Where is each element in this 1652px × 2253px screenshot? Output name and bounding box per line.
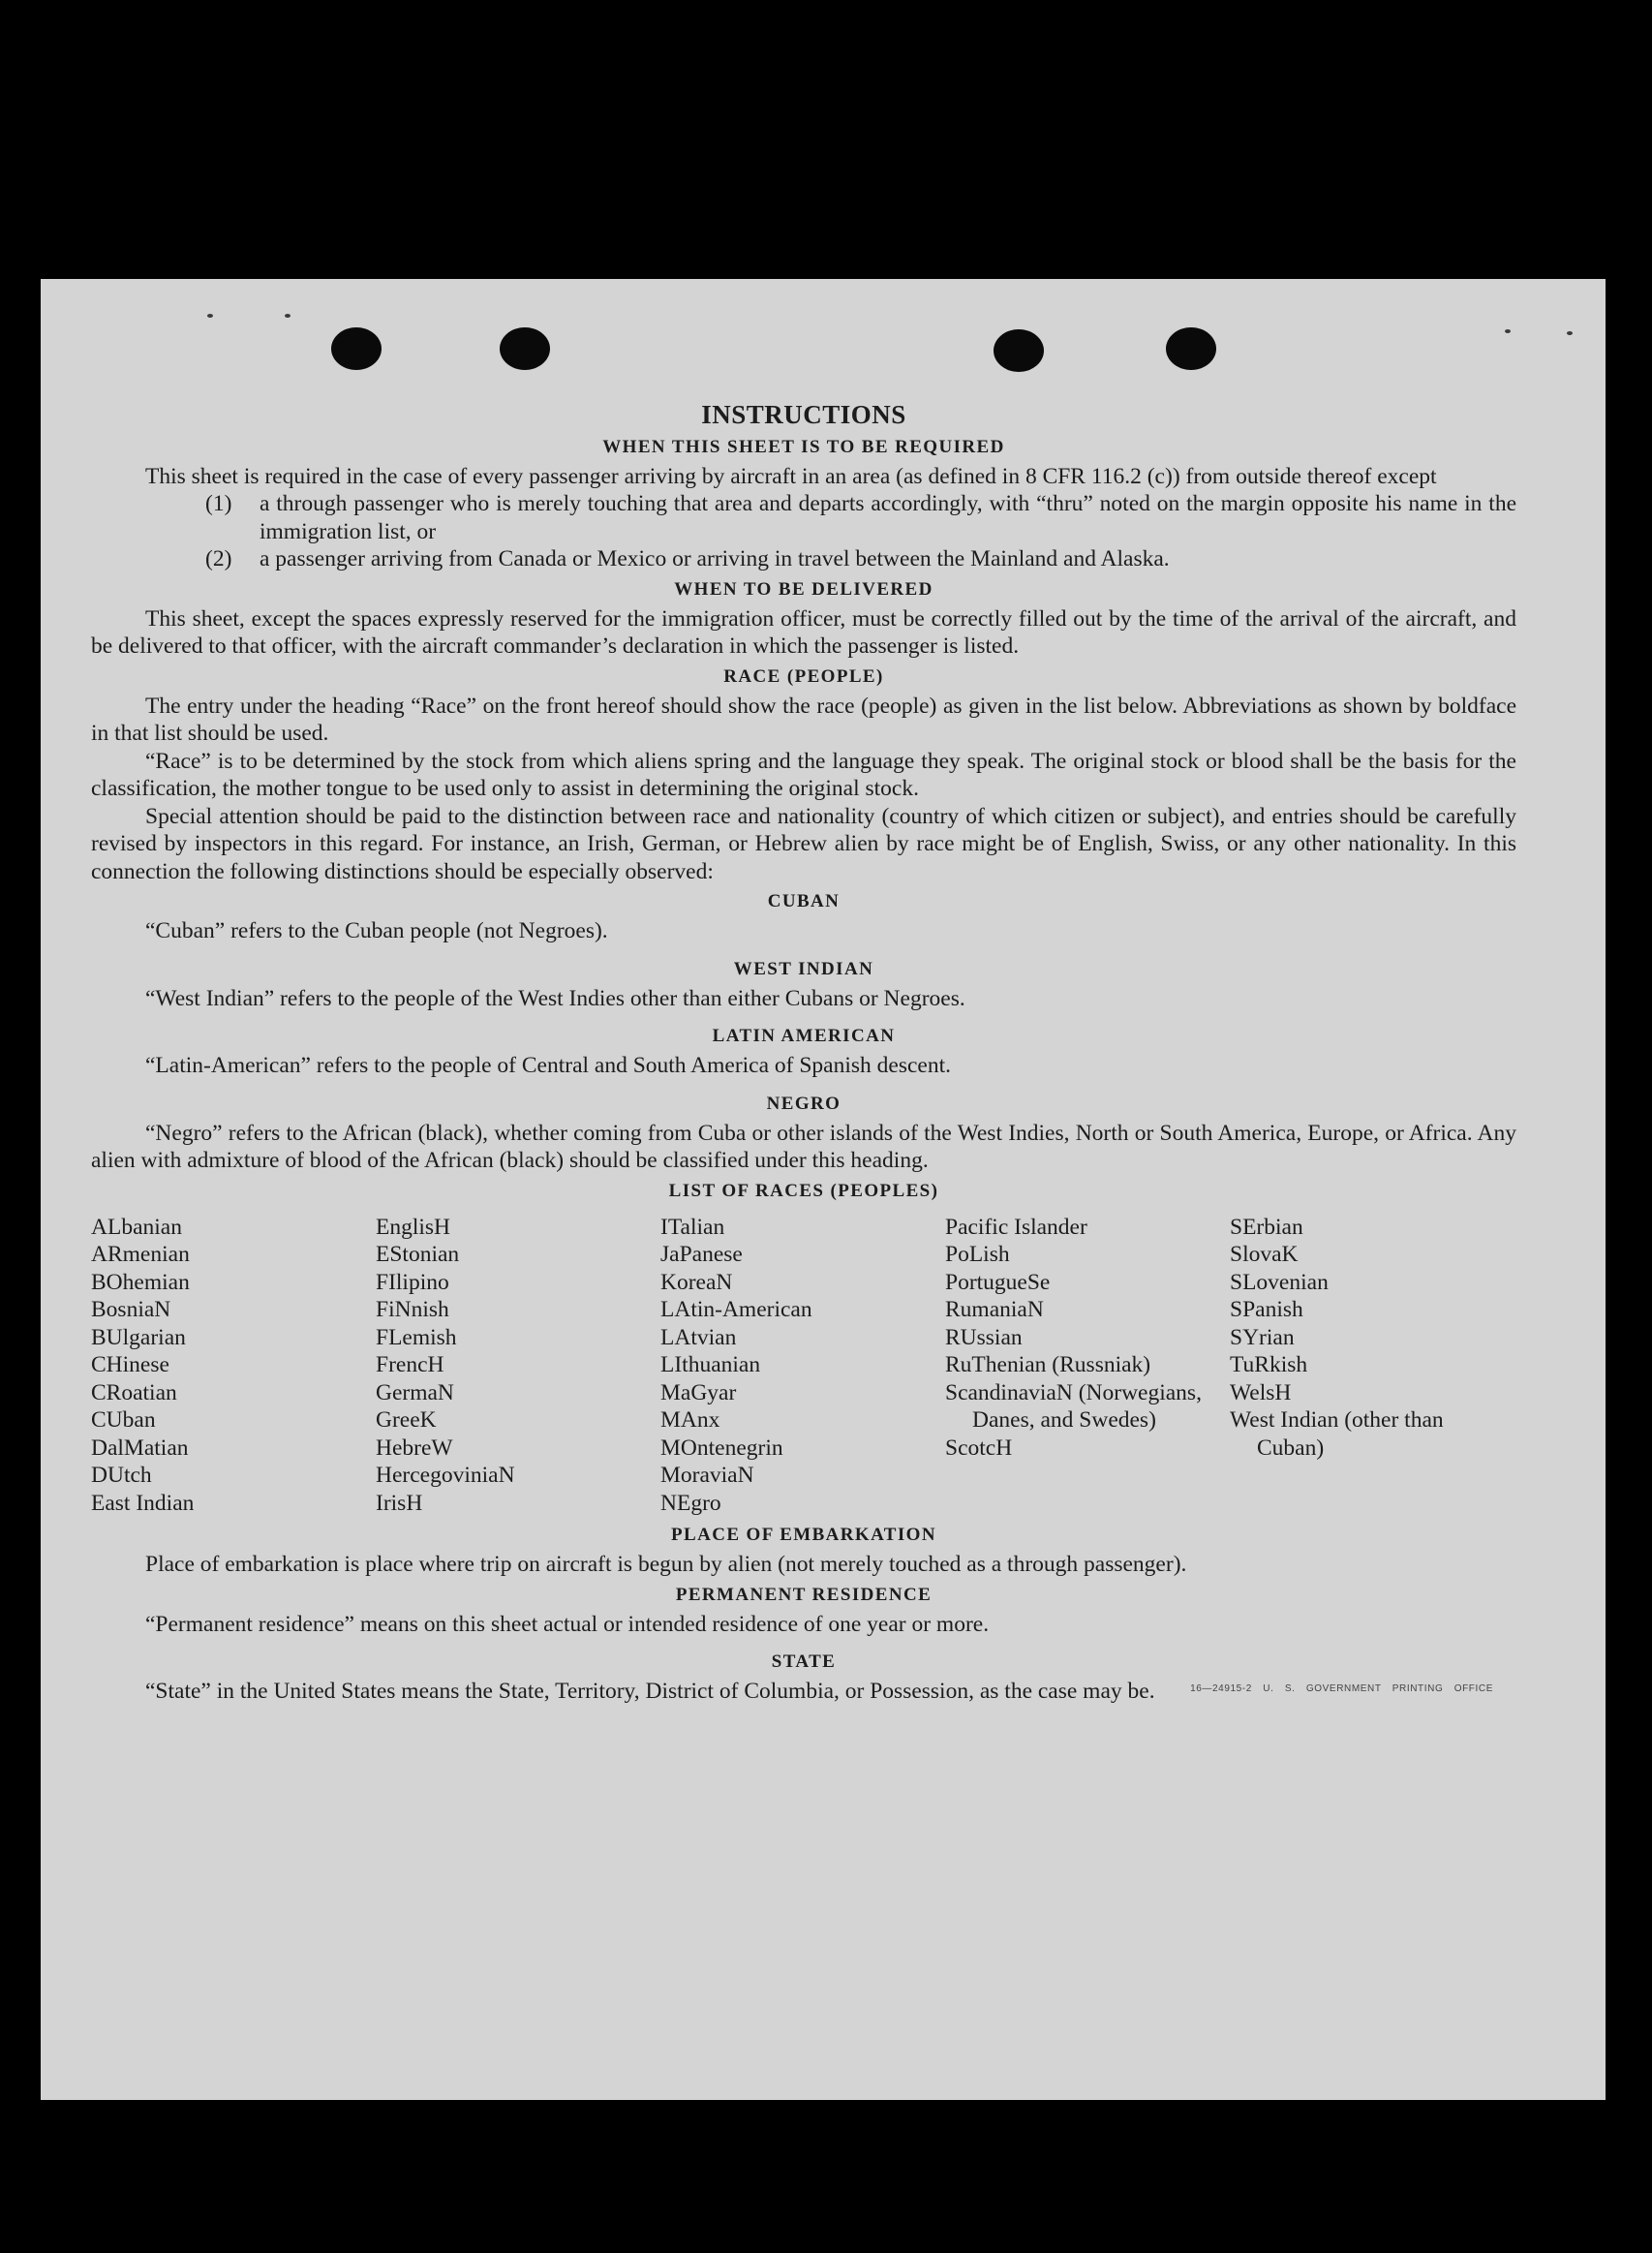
paragraph-race-2: “Race” is to be determined by the stock from which aliens spring and the language they speak. The original stock or blood shall be the basis for the classification, the mother tongue to be used only to assist in determining the original stock. — [91, 748, 1516, 801]
printer-imprint — [1190, 1676, 1493, 1704]
race-item: CUban — [91, 1407, 156, 1433]
speck — [1567, 331, 1573, 335]
races-list — [91, 1214, 1516, 1518]
speck — [207, 314, 213, 318]
race-item: IrisH — [376, 1490, 423, 1516]
race-item: West Indian (other than Cuban) — [1230, 1407, 1444, 1461]
section-heading-races-list: LIST OF RACES (PEOPLES) — [668, 1180, 939, 1201]
race-item: DalMatian — [91, 1435, 189, 1461]
race-item: MaGyar — [660, 1379, 737, 1405]
race-item: KoreaN — [660, 1269, 733, 1295]
race-item: PoLish — [945, 1242, 1010, 1267]
race-item: BOhemian — [91, 1269, 190, 1295]
race-item: WelsH — [1230, 1379, 1292, 1405]
race-item: LIthuanian — [660, 1352, 761, 1377]
section-heading-delivered: WHEN TO BE DELIVERED — [674, 578, 933, 600]
race-item: ALbanian — [91, 1214, 182, 1240]
section-heading-race: RACE (PEOPLE) — [723, 665, 884, 687]
race-item: EnglisH — [376, 1214, 451, 1240]
paragraph-residence: “Permanent residence” means on this sheet actual or intended residence of one year or more. — [145, 1611, 990, 1637]
punch-hole — [331, 327, 382, 370]
paragraph-negro: “Negro” refers to the African (black), whether coming from Cuba or other islands of the West Indies, North or South America, Europe, or Africa. Any alien with admixture of blood of the African (black) should be classified under this heading. — [91, 1120, 1516, 1173]
speck — [285, 314, 291, 318]
paragraph-west-indian: “West Indian” refers to the people of the West Indies other than either Cubans or Negroes. — [145, 985, 965, 1011]
race-item: FiNnish — [376, 1297, 449, 1322]
race-item: FLemish — [376, 1324, 457, 1350]
race-item: CRoatian — [91, 1379, 177, 1405]
section-heading-latin-american: LATIN AMERICAN — [712, 1026, 896, 1046]
race-item: FIlipino — [376, 1269, 449, 1295]
race-item: HebreW — [376, 1435, 453, 1461]
race-item: SPanish — [1230, 1297, 1303, 1322]
race-item: RUssian — [945, 1324, 1023, 1350]
section-heading-state: STATE — [771, 1651, 837, 1672]
race-item: ScotcH — [945, 1435, 1013, 1461]
race-column — [945, 1214, 1230, 1518]
race-item: GermaN — [376, 1379, 454, 1405]
race-item: RuThenian (Russniak) — [945, 1352, 1151, 1377]
race-item: ARmenian — [91, 1242, 190, 1267]
punch-hole — [994, 329, 1044, 372]
race-item: BosniaN — [91, 1297, 171, 1322]
document-sheet — [41, 279, 1606, 2100]
page-title: INSTRUCTIONS — [701, 400, 906, 429]
race-item: DUtch — [91, 1463, 152, 1488]
section-heading-residence: PERMANENT RESIDENCE — [675, 1584, 933, 1605]
speck — [1505, 329, 1511, 333]
race-item: GreeK — [376, 1407, 437, 1433]
list-item — [91, 545, 1516, 573]
race-item: EStonian — [376, 1242, 460, 1267]
section-heading-west-indian: WEST INDIAN — [733, 958, 874, 979]
section-heading-required: WHEN THIS SHEET IS TO BE REQUIRED — [602, 436, 1005, 457]
paragraph-race-1: The entry under the heading “Race” on the front hereof should show the race (people) as given in the list below. Abbreviations as shown by boldface in that list should be used. — [91, 693, 1516, 746]
race-item: TuRkish — [1230, 1352, 1308, 1377]
race-item: SErbian — [1230, 1214, 1303, 1240]
instructions-content — [91, 401, 1516, 1706]
paragraph-race-3: Special attention should be paid to the distinction between race and nationality (country of which citizen or subject), and entries should be carefully revised by inspectors in this regard. For instance, an Irish, German, or Hebrew alien by race might be of English, Swiss, or any other nationality. In this connection the following distinctions should be especially observed: — [91, 803, 1516, 884]
race-item: BUlgarian — [91, 1324, 186, 1350]
list-item-text: a through passenger who is merely touching that area and departs accordingly, with “thru” noted on the margin opposite his name in the immigration list, or — [260, 491, 1516, 544]
section-heading-cuban: CUBAN — [767, 891, 841, 911]
race-item: NEgro — [660, 1490, 721, 1516]
race-item: MoraviaN — [660, 1463, 754, 1488]
race-item: FrencH — [376, 1352, 444, 1377]
paragraph-embarkation: Place of embarkation is place where trip on aircraft is begun by alien (not merely touched as a through passenger). — [145, 1552, 1187, 1577]
race-item: RumaniaN — [945, 1297, 1044, 1322]
race-item: ScandinaviaN (Norwegians, Danes, and Swedes) — [945, 1379, 1202, 1433]
race-item: ITalian — [660, 1214, 725, 1240]
race-item: LAtin-American — [660, 1297, 812, 1322]
race-item: SYrian — [1230, 1324, 1295, 1350]
paragraph-required-intro: This sheet is required in the case of every passenger arriving by aircraft in an area (as defined in 8 CFR 116.2 (c)) from outside thereof except — [145, 463, 1437, 489]
race-column — [91, 1214, 376, 1518]
section-heading-negro: NEGRO — [766, 1093, 841, 1114]
race-item: HercegoviniaN — [376, 1463, 515, 1488]
list-item — [91, 490, 1516, 545]
paragraph-delivered: This sheet, except the spaces expressly reserved for the immigration officer, must be correctly filled out by the time of the arrival of the aircraft, and be delivered to that officer, with the aircraft commander’s declaration in which the passenger is listed. — [91, 605, 1516, 659]
race-item: PortugueSe — [945, 1269, 1051, 1295]
race-item: MAnx — [660, 1407, 720, 1433]
race-item: MOntenegrin — [660, 1435, 783, 1461]
race-item: SlovaK — [1230, 1242, 1299, 1267]
race-item: SLovenian — [1230, 1269, 1329, 1295]
punch-hole — [500, 327, 550, 370]
punch-hole — [1166, 327, 1216, 370]
form-number: 16—24915-2 — [1190, 1683, 1252, 1694]
race-column — [1230, 1214, 1514, 1518]
paragraph-cuban: “Cuban” refers to the Cuban people (not Negroes). — [145, 918, 608, 943]
race-item: JaPanese — [660, 1242, 743, 1267]
paragraph-latin-american: “Latin-American” refers to the people of Central and South America of Spanish descent. — [145, 1053, 952, 1078]
section-heading-embarkation: PLACE OF EMBARKATION — [671, 1525, 936, 1545]
race-item: CHinese — [91, 1352, 169, 1377]
paragraph-state: “State” in the United States means the State, Territory, District of Columbia, or Possession, as the case may be. — [145, 1679, 1155, 1704]
list-item-number: (1) — [205, 491, 232, 516]
race-item: Pacific Islander — [945, 1214, 1087, 1240]
list-item-text: a passenger arriving from Canada or Mexico or arriving in travel between the Mainland and Alaska. — [260, 546, 1170, 571]
printing-office: U. S. GOVERNMENT PRINTING OFFICE — [1263, 1683, 1493, 1694]
list-item-number: (2) — [205, 546, 232, 571]
race-column — [660, 1214, 945, 1518]
race-item: East Indian — [91, 1490, 195, 1516]
race-item: LAtvian — [660, 1324, 737, 1350]
race-column — [376, 1214, 660, 1518]
